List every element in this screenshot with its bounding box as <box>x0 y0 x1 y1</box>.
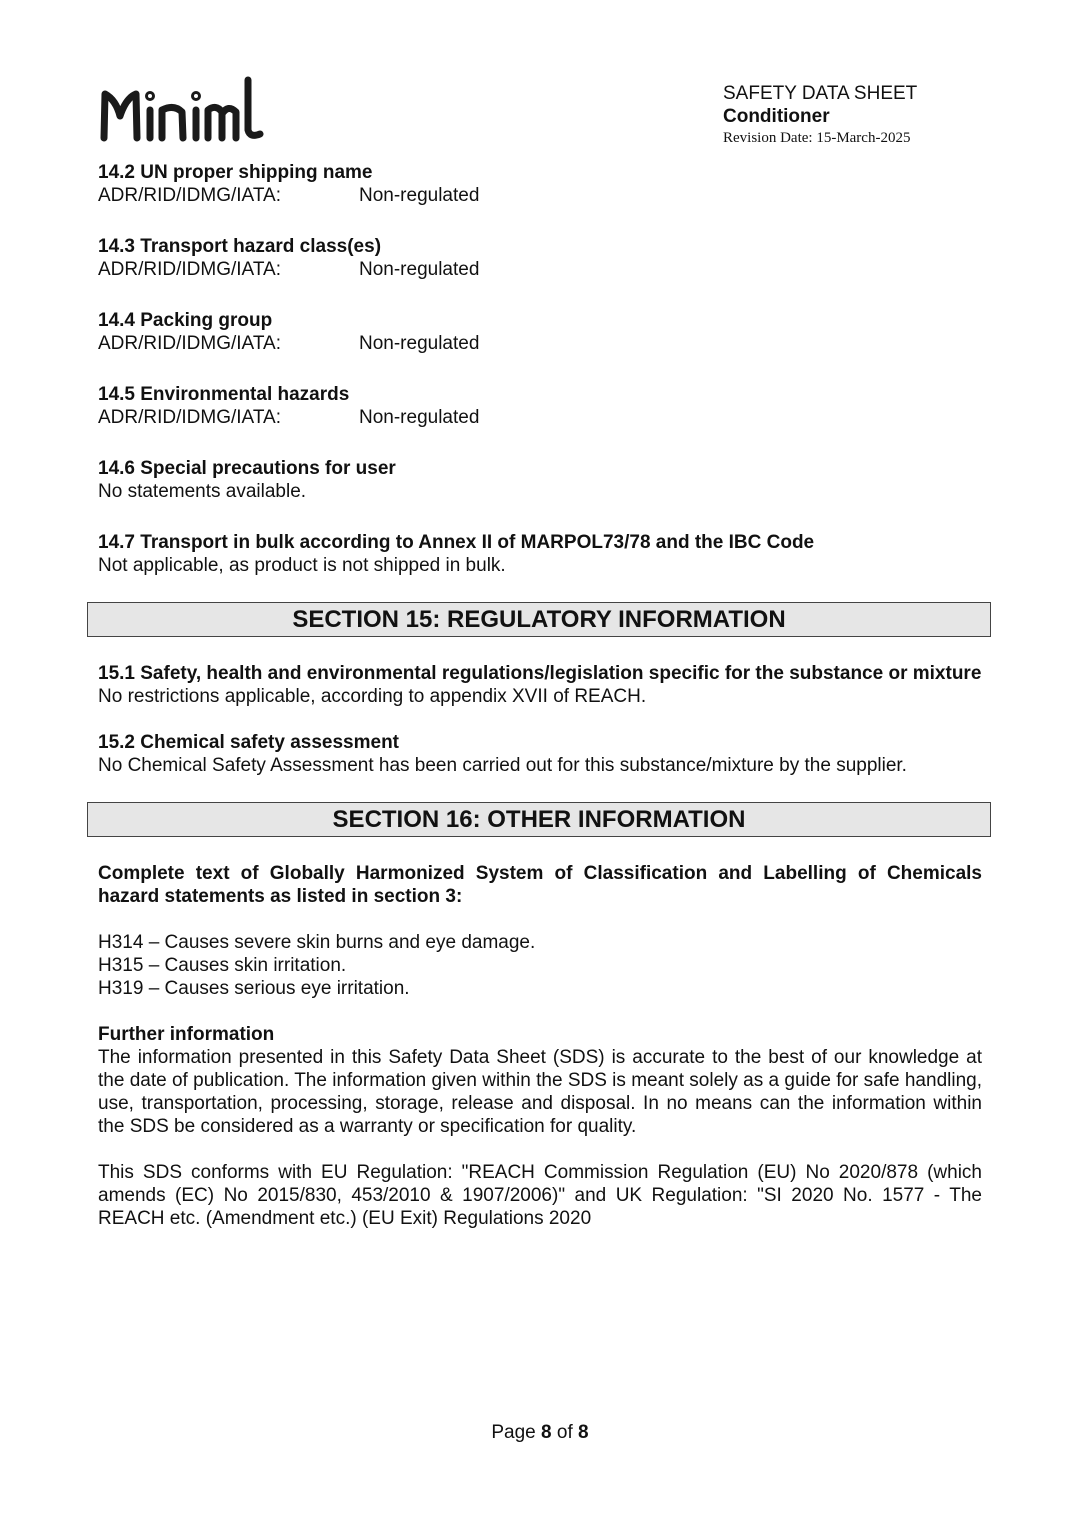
transport-label: ADR/RID/IDMG/IATA: <box>98 259 281 280</box>
section-14-6 <box>98 457 982 503</box>
section-14-5 <box>98 383 982 429</box>
section-14-7 <box>98 531 982 577</box>
brand-logo <box>98 72 268 157</box>
product-name: Conditioner <box>723 106 830 127</box>
subsection-text: Not applicable, as product is not shipped in bulk. <box>98 555 506 576</box>
page-number: 8 <box>541 1422 552 1443</box>
conformity-text: This SDS conforms with EU Regulation: "REACH Commission Regulation (EU) No 2020/878 (which amends (EC) No 2015/830, 453/2010 & 1907/2006)" and UK Regulation: "SI 2020 No. 1577 - The REACH etc. (Amendment etc.) (EU Exit) Regulations 2020 <box>98 1162 982 1229</box>
section-16-title: SECTION 16: OTHER INFORMATION <box>87 802 991 837</box>
transport-row <box>98 184 982 207</box>
transport-label: ADR/RID/IDMG/IATA: <box>98 407 281 428</box>
page-footer <box>0 1421 1080 1444</box>
subsection-heading: 14.5 Environmental hazards <box>98 384 350 405</box>
subsection-heading: 15.1 Safety, health and environmental regulations/legislation specific for the substance or mixture <box>98 663 982 684</box>
transport-value: Non-regulated <box>359 333 480 354</box>
section-15-title: SECTION 15: REGULATORY INFORMATION <box>87 602 991 637</box>
subsection-heading: 14.2 UN proper shipping name <box>98 162 373 183</box>
subsection-heading: 14.7 Transport in bulk according to Annex II of MARPOL73/78 and the IBC Code <box>98 532 815 553</box>
section-14-3 <box>98 235 982 281</box>
ghs-heading: Complete text of Globally Harmonized System of Classification and Labelling of Chemicals hazard statements as listed in section 3: <box>98 863 982 907</box>
further-info-heading: Further information <box>98 1024 275 1045</box>
document-header <box>723 82 917 148</box>
transport-row <box>98 258 982 281</box>
subsection-heading: 14.3 Transport hazard class(es) <box>98 236 382 257</box>
hazard-statement: H314 – Causes severe skin burns and eye damage. <box>98 932 536 953</box>
transport-value: Non-regulated <box>359 407 480 428</box>
transport-row <box>98 332 982 355</box>
transport-value: Non-regulated <box>359 185 480 206</box>
subsection-heading: 15.2 Chemical safety assessment <box>98 732 400 753</box>
section-15-1 <box>98 662 982 708</box>
transport-value: Non-regulated <box>359 259 480 280</box>
page-word: Page <box>491 1422 536 1443</box>
page-total: 8 <box>578 1422 589 1443</box>
section-15-2 <box>98 731 982 777</box>
section-14-2 <box>98 161 982 207</box>
hazard-statement: H319 – Causes serious eye irritation. <box>98 978 410 999</box>
subsection-heading: 14.4 Packing group <box>98 310 273 331</box>
section-14-4 <box>98 309 982 355</box>
transport-label: ADR/RID/IDMG/IATA: <box>98 333 281 354</box>
transport-row <box>98 406 982 429</box>
subsection-text: No restrictions applicable, according to appendix XVII of REACH. <box>98 686 647 707</box>
further-info-text: The information presented in this Safety Data Sheet (SDS) is accurate to the best of our knowledge at the date of publication. The information given within the SDS is meant solely as a guide for safe handling, use, transportation, processing, storage, release and disposal. In no means can the information within the SDS be considered as a warranty or specification for quality. <box>98 1047 982 1137</box>
document-body <box>98 161 982 1230</box>
subsection-text: No statements available. <box>98 481 307 502</box>
of-word: of <box>556 1422 573 1443</box>
hazard-list <box>98 931 982 1000</box>
doc-title: SAFETY DATA SHEET <box>723 83 918 104</box>
transport-label: ADR/RID/IDMG/IATA: <box>98 185 281 206</box>
hazard-statement: H315 – Causes skin irritation. <box>98 955 347 976</box>
revision-date: Revision Date: 15-March-2025 <box>723 130 911 146</box>
subsection-heading: 14.6 Special precautions for user <box>98 458 396 479</box>
subsection-text: No Chemical Safety Assessment has been carried out for this substance/mixture by the supplier. <box>98 755 907 776</box>
